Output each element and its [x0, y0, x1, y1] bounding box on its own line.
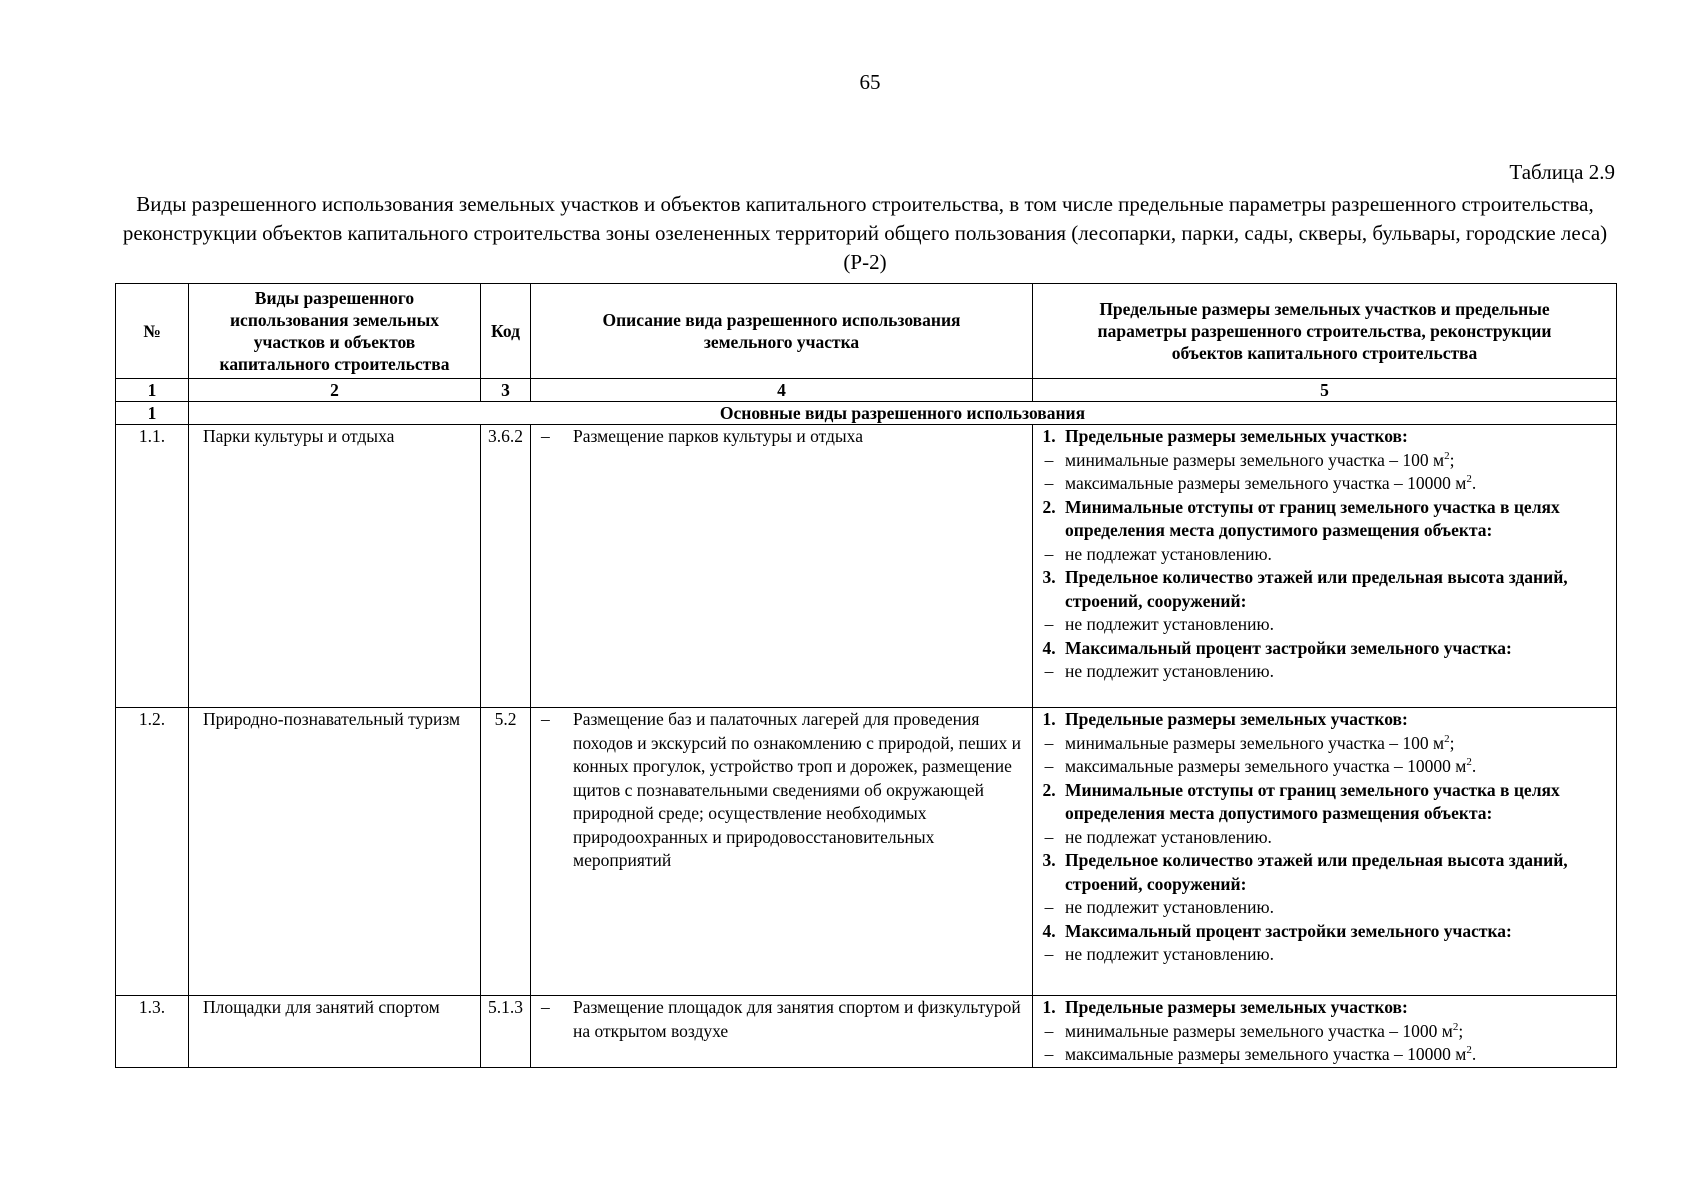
bullet-dash: – [1044, 1044, 1054, 1064]
param-heading: Максимальный процент застройки земельного участка: [1065, 920, 1512, 941]
use-code: 5.1.3 [481, 996, 531, 1068]
col-num-3: 3 [481, 379, 531, 402]
col-num-2: 2 [189, 379, 481, 402]
param-number: 2. [1042, 496, 1056, 517]
use-type-name: Площадки для занятий спортом [189, 996, 481, 1068]
parameters-cell [1033, 708, 1617, 996]
param-value: не подлежат установлению. [1065, 826, 1272, 847]
bullet-dash: – [1044, 897, 1054, 917]
table-row [116, 708, 1617, 996]
unit-exponent: 2 [1452, 1020, 1459, 1033]
table-row [116, 425, 1617, 708]
use-type-name: Природно-познавательный туризм [189, 708, 481, 996]
param-number: 1. [1042, 709, 1056, 729]
bullet-dash: – [1044, 944, 1054, 964]
row-number: 1.2. [116, 708, 189, 996]
description-cell [531, 996, 1033, 1068]
use-code: 3.6.2 [481, 425, 531, 708]
zoning-table [115, 283, 1617, 1068]
header-parameters: Предельные размеры земельных участков и предельные параметры разрешенного строительства, реконструкции объектов капитального строительства [1033, 284, 1617, 379]
table-caption: Виды разрешенного использования земельных участков и объектов капитального строительства, в том числе предельные параметры разрешенного строительства, реконструкции объектов капитального строительства зоны озелененных территорий общего пользования (лесопарки, парки, сады, скверы, бульвары, городские леса) (Р-2) [122, 192, 1608, 274]
param-value: максимальные размеры земельного участка – 10000 м [1065, 1044, 1467, 1064]
param-number: 3. [1042, 567, 1056, 587]
page-number: 65 [859, 70, 881, 94]
param-value: максимальные размеры земельного участка – 10000 м [1065, 756, 1467, 776]
bullet-dash: – [1044, 473, 1054, 493]
punctuation: ; [1458, 1020, 1464, 1041]
dash-marker: – [541, 997, 550, 1017]
unit-exponent: 2 [1466, 756, 1472, 769]
description-text: Размещение парков культуры и отдыха [573, 426, 863, 446]
unit-exponent: 2 [1444, 732, 1450, 745]
punctuation: . [1471, 1044, 1477, 1064]
use-code: 5.2 [481, 708, 531, 996]
param-number: 1. [1042, 426, 1056, 446]
col-num-1: 1 [116, 379, 189, 402]
header-description: Описание вида разрешенного использования земельного участка [531, 284, 1033, 379]
param-number: 4. [1042, 920, 1056, 941]
param-heading: Предельные размеры земельных участков: [1065, 426, 1408, 446]
col-num-5: 5 [1033, 379, 1617, 402]
header-use-type: Виды разрешенного использования земельных участков и объектов капитального строительства [189, 284, 481, 379]
unit-exponent: 2 [1466, 1044, 1472, 1057]
param-heading: Минимальные отступы от границ земельного участка в целях определения места допустимого размещения объекта: [1065, 496, 1560, 540]
param-number: 3. [1042, 850, 1056, 870]
bullet-dash: – [1044, 543, 1054, 564]
section-row [116, 402, 1617, 425]
param-value: не подлежит установлению. [1065, 661, 1274, 681]
bullet-dash: – [1044, 1020, 1054, 1041]
description-text: Размещение баз и палаточных лагерей для проведения походов и экскурсий по ознакомлению с природой, пеших и конных прогулок, устройство троп и дорожек, размещение щитов с познавательными сведениями об окружающей природной среде; осуществление необходимых природоохранных и природовосстановительных мероприятий [573, 709, 1021, 870]
punctuation: . [1471, 473, 1477, 493]
bullet-dash: – [1044, 661, 1054, 681]
param-heading: Предельное количество этажей или предельная высота зданий, строений, сооружений: [1065, 567, 1568, 611]
param-value: не подлежат установлению. [1065, 543, 1272, 564]
column-number-row [116, 379, 1617, 402]
dash-marker: – [541, 426, 550, 446]
param-value: не подлежит установлению. [1065, 897, 1274, 917]
header-code: Код [481, 284, 531, 379]
parameters-cell [1033, 996, 1617, 1068]
section-title: Основные виды разрешенного использования [189, 402, 1617, 425]
use-type-name: Парки культуры и отдыха [189, 425, 481, 708]
param-value: минимальные размеры земельного участка – 100 м [1065, 732, 1445, 753]
param-heading: Максимальный процент застройки земельного участка: [1065, 637, 1512, 658]
row-number: 1.3. [116, 996, 189, 1068]
punctuation: . [1471, 756, 1477, 776]
param-value: минимальные размеры земельного участка – 100 м [1065, 449, 1445, 470]
param-number: 4. [1042, 637, 1056, 658]
param-heading: Предельные размеры земельных участков: [1065, 709, 1408, 729]
param-value: не подлежит установлению. [1065, 944, 1274, 964]
punctuation: ; [1449, 732, 1455, 753]
param-heading: Предельные размеры земельных участков: [1065, 997, 1408, 1017]
param-value: не подлежит установлению. [1065, 614, 1274, 634]
param-number: 2. [1042, 779, 1056, 800]
description-cell [531, 708, 1033, 996]
description-text: Размещение площадок для занятия спортом и физкультурой на открытом воздухе [573, 997, 1021, 1041]
col-num-4: 4 [531, 379, 1033, 402]
bullet-dash: – [1044, 756, 1054, 776]
unit-exponent: 2 [1444, 449, 1450, 462]
description-cell [531, 425, 1033, 708]
bullet-dash: – [1044, 449, 1054, 470]
bullet-dash: – [1044, 614, 1054, 634]
header-row [116, 284, 1617, 379]
param-value: минимальные размеры земельного участка – 1000 м [1065, 1020, 1453, 1041]
bullet-dash: – [1044, 826, 1054, 847]
param-heading: Минимальные отступы от границ земельного участка в целях определения места допустимого размещения объекта: [1065, 779, 1560, 823]
dash-marker: – [541, 709, 550, 729]
param-value: максимальные размеры земельного участка – 10000 м [1065, 473, 1467, 493]
header-no: № [116, 284, 189, 379]
row-number: 1.1. [116, 425, 189, 708]
param-heading: Предельное количество этажей или предельная высота зданий, строений, сооружений: [1065, 850, 1568, 894]
punctuation: ; [1449, 449, 1455, 470]
param-number: 1. [1042, 997, 1056, 1017]
table-label: Таблица 2.9 [1509, 160, 1615, 184]
section-number: 1 [116, 402, 189, 425]
bullet-dash: – [1044, 732, 1054, 753]
table-row [116, 996, 1617, 1068]
unit-exponent: 2 [1466, 473, 1472, 486]
parameters-cell [1033, 425, 1617, 708]
